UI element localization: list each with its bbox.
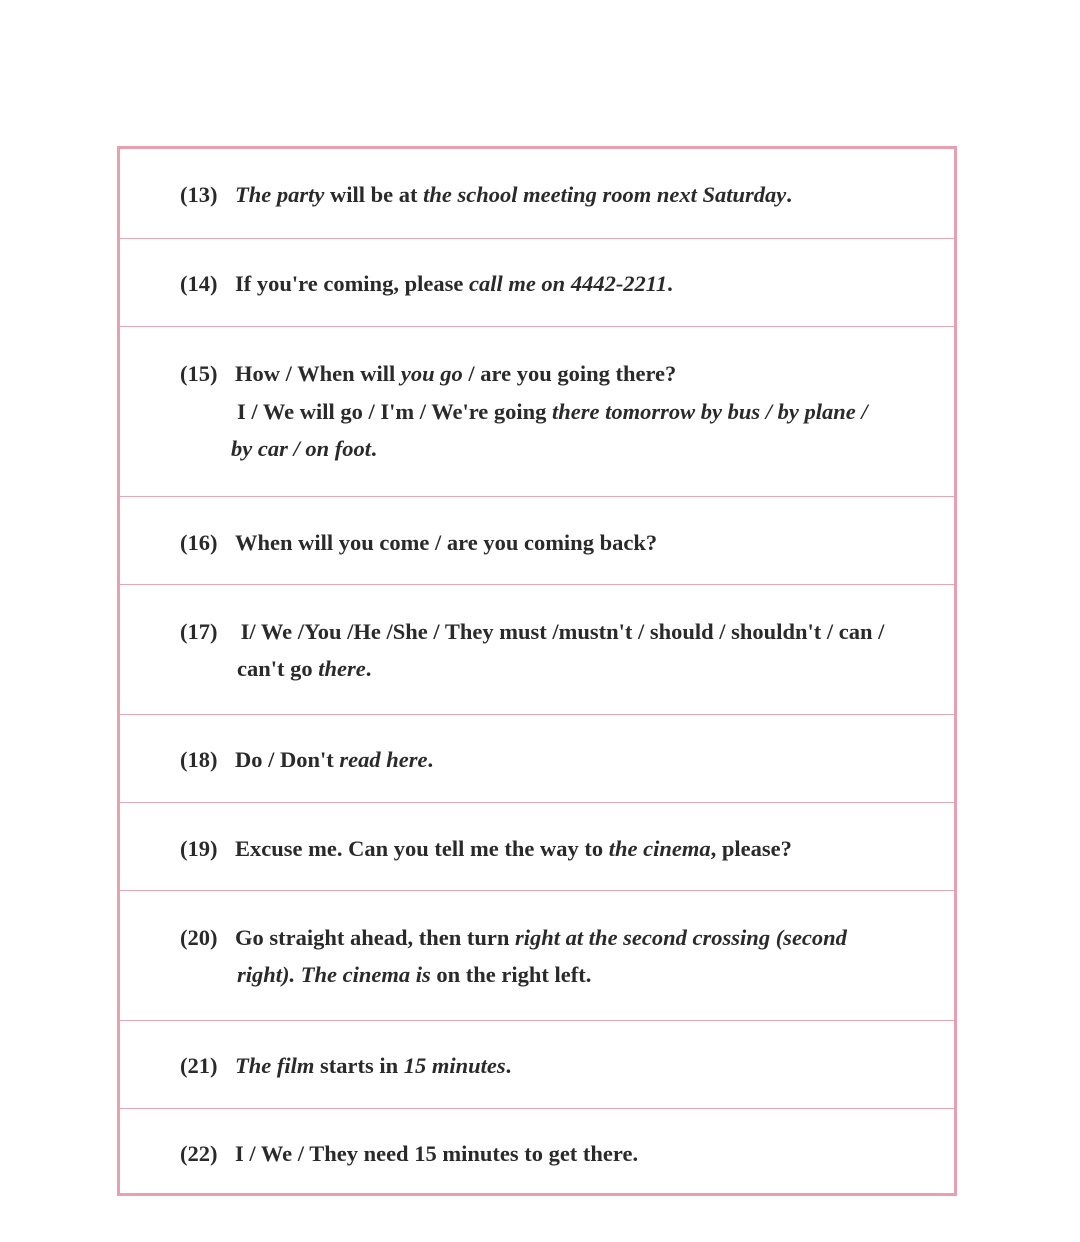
table-row [120,715,954,803]
sentence-line [180,621,884,644]
plain-text: / are you going there? [462,361,677,386]
plain-text: . [667,271,673,296]
plain-text: starts in [314,1053,404,1078]
sentence-line [231,438,377,461]
phrase-table [117,146,957,1196]
item-number: (18) [180,747,218,772]
italic-phrase: the cinema [608,836,711,861]
italic-phrase: read here [339,747,428,772]
italic-phrase: call me on 4442-2211 [468,271,668,296]
italic-phrase: right at the second crossing (second [515,925,847,950]
item-number: (17) [180,619,218,644]
table-row [120,1021,954,1109]
italic-phrase: the school meeting room next Saturday [423,182,787,207]
plain-text: , please? [710,836,792,861]
table-row [120,239,954,327]
plain-text: I / We / They need 15 minutes to get there. [235,1141,639,1166]
item-number: (16) [180,530,218,555]
sentence-line [180,838,792,861]
sentence-line [180,1143,638,1166]
italic-phrase: The party [235,182,325,207]
table-row [120,149,954,239]
italic-phrase: you go [400,361,463,386]
plain-text: If you're coming, please [235,271,469,296]
sentence-line [237,964,591,987]
item-number: (22) [180,1141,218,1166]
item-number: (14) [180,271,218,296]
item-number: (20) [180,925,218,950]
sentence-line [180,749,433,772]
plain-text: . [365,656,372,681]
plain-text: will be at [324,182,424,207]
sentence-line [180,273,673,296]
sentence-line [180,184,792,207]
table-row [120,497,954,585]
item-number: (15) [180,361,218,386]
item-number: (19) [180,836,218,861]
sentence-line [237,658,371,681]
item-number: (13) [180,182,218,207]
italic-phrase: there [318,656,366,681]
italic-phrase: by car / on foot [231,436,371,461]
plain-text: . [505,1053,512,1078]
italic-phrase: 15 minutes [403,1053,506,1078]
sentence-line [180,927,847,950]
sentence-line [180,363,676,386]
plain-text: . [371,436,377,461]
sentence-line [180,532,657,555]
plain-text: Go straight ahead, then turn [235,925,516,950]
plain-text: . [427,747,434,772]
plain-text: Do / Don't [235,747,340,772]
table-row [120,803,954,891]
table-row [120,1109,954,1199]
plain-text: Excuse me. Can you tell me the way to [235,836,609,861]
plain-text: can't go [237,656,319,681]
plain-text: I/ We /You /He /She / They must /mustn't / should / shouldn't / can / [235,619,885,644]
italic-phrase: right). The cinema is [237,962,431,987]
plain-text: How / When will [235,361,401,386]
sentence-line [237,401,868,424]
item-number: (21) [180,1053,218,1078]
table-row [120,327,954,497]
plain-text: When will you come / are you coming back? [235,530,658,555]
plain-text: . [786,182,792,207]
table-row [120,585,954,715]
plain-text: on the right left. [430,962,592,987]
plain-text: I / We will go / I'm / We're going [237,399,553,424]
italic-phrase: The film [235,1053,315,1078]
table-row [120,891,954,1021]
italic-phrase: there tomorrow by bus / by plane / [552,399,868,424]
sentence-line [180,1055,511,1078]
